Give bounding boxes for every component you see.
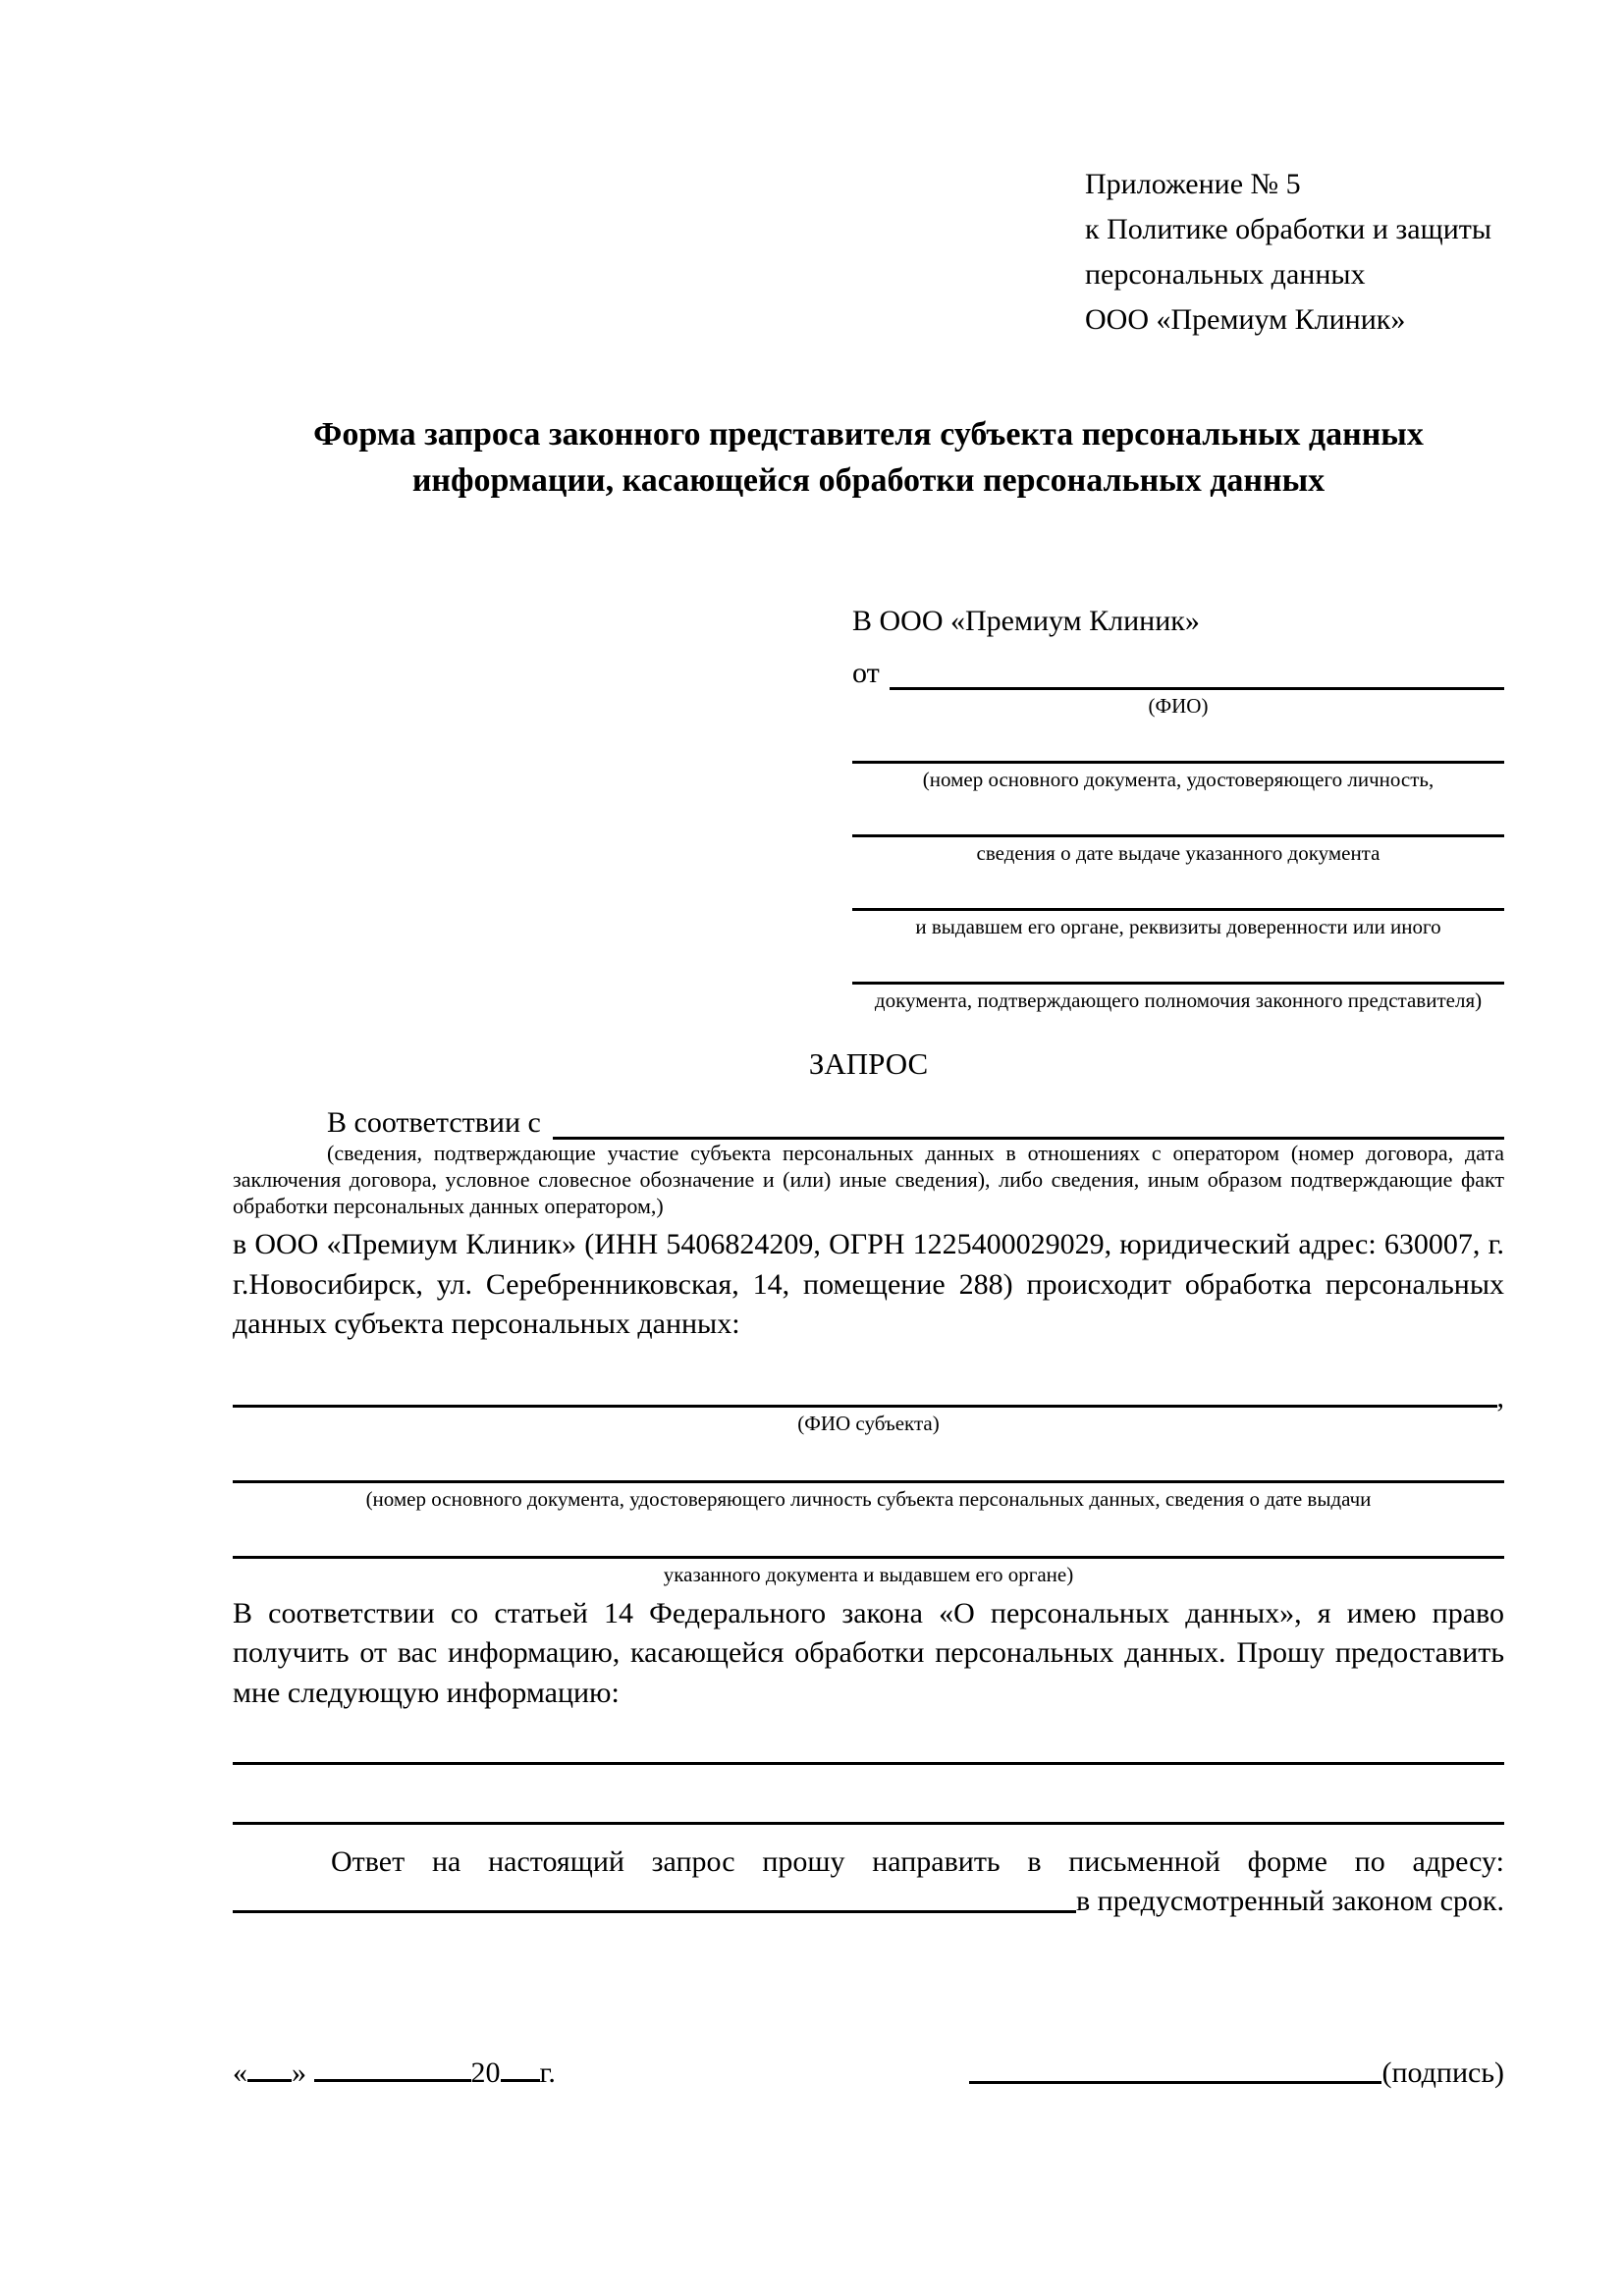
date-field	[233, 2056, 556, 2090]
subject-fio-comma: ,	[1496, 1380, 1504, 1414]
representative-doc-fill-line-1	[852, 761, 1504, 764]
law-paragraph: В соответствии со статьей 14 Федерального закона «О персональных данных», я имею право получить от вас информацию, касающейся обработки персональных данных. Прошу предоставить мне следующую информацию:	[233, 1596, 1504, 1709]
appendix-line: к Политике обработки и защиты	[1085, 213, 1492, 245]
subject-doc-caption-1: (номер основного документа, удостоверяющего личность субъекта персональных данных, сведения о дате выдачи	[365, 1486, 1372, 1511]
intro-row	[233, 1095, 1504, 1140]
appendix-block	[1085, 162, 1504, 343]
from-label: от	[852, 657, 880, 689]
reply-address-fill-line	[233, 1910, 1076, 1913]
intro-caption: (сведения, подтверждающие участие субъекта персональных данных в отношениях с оператором (номер договора, дата заключения договора, условное словесное обозначение и (или) иные сведения), либо сведения, иным образом подтверждающие факт обработки персональных данных оператором,)	[233, 1141, 1504, 1218]
info-fill-line-2	[233, 1822, 1504, 1825]
date-close-quote: »	[292, 2056, 306, 2089]
representative-doc-fill-line-2	[852, 834, 1504, 837]
reply-paragraph: Ответ на настоящий запрос прошу направить в письменной форме по адресу:	[331, 1845, 1504, 1878]
addressee-block	[852, 600, 1504, 1014]
page-content	[233, 162, 1504, 2090]
appendix-line: ООО «Премиум Клиник»	[1085, 303, 1406, 336]
date-year-fill-line	[501, 2078, 540, 2082]
addressee-to: В ООО «Премиум Клиник»	[852, 605, 1200, 637]
date-year-prefix: 20	[470, 2056, 501, 2089]
fio-fill-line	[890, 657, 1504, 690]
from-row	[852, 643, 1504, 690]
appendix-line: персональных данных	[1085, 258, 1366, 291]
signature-caption: (подпись)	[1381, 2056, 1504, 2089]
request-heading: ЗАПРОС	[808, 1046, 929, 1081]
subject-doc-caption-2: указанного документа и выдавшем его органе)	[663, 1562, 1074, 1586]
signature-row	[233, 2056, 1504, 2090]
date-day-fill-line	[247, 2078, 292, 2082]
subject-fio-row	[233, 1380, 1504, 1414]
date-open-quote: «	[233, 2056, 247, 2089]
representative-doc-fill-line-4	[852, 982, 1504, 985]
representative-doc-caption-3: и выдавшем его органе, реквизиты доверенности или иного	[915, 915, 1441, 938]
subject-fio-caption: (ФИО субъекта)	[797, 1411, 940, 1435]
intro-fill-line	[553, 1106, 1504, 1140]
info-fill-line-1	[233, 1762, 1504, 1765]
subject-fio-fill-line	[233, 1405, 1497, 1408]
fio-caption: (ФИО)	[1148, 694, 1209, 718]
subject-doc-fill-line-2	[233, 1556, 1504, 1559]
signature-fill-line	[969, 2081, 1381, 2084]
signature-field	[969, 2056, 1504, 2090]
representative-doc-fill-line-3	[852, 908, 1504, 911]
document-title: Форма запроса законного представителя субъекта персональных данных информации, касающейся обработки персональных данных	[313, 416, 1424, 499]
reply-suffix: в предусмотренный законом срок.	[1076, 1885, 1504, 1917]
date-year-suffix: г.	[539, 2056, 556, 2089]
representative-doc-caption-2: сведения о дате выдаче указанного документа	[976, 841, 1380, 865]
representative-doc-caption-4: документа, подтверждающего полномочия законного представителя)	[874, 988, 1483, 1012]
date-month-fill-line	[314, 2078, 471, 2082]
appendix-line: Приложение № 5	[1085, 168, 1301, 200]
intro-prefix: В соответствии с	[327, 1106, 541, 1139]
representative-doc-caption-1: (номер основного документа, удостоверяющего личность,	[922, 768, 1435, 791]
reply-address-row	[233, 1884, 1504, 1919]
subject-doc-fill-line-1	[233, 1480, 1504, 1483]
operator-paragraph: в ООО «Премиум Клиник» (ИНН 5406824209, ОГРН 1225400029029, юридический адрес: 630007, г. г.Новосибирск, ул. Серебренниковская, 14, помещение 288) происходит обработка персональных данных субъекта персональных данных:	[233, 1228, 1504, 1340]
